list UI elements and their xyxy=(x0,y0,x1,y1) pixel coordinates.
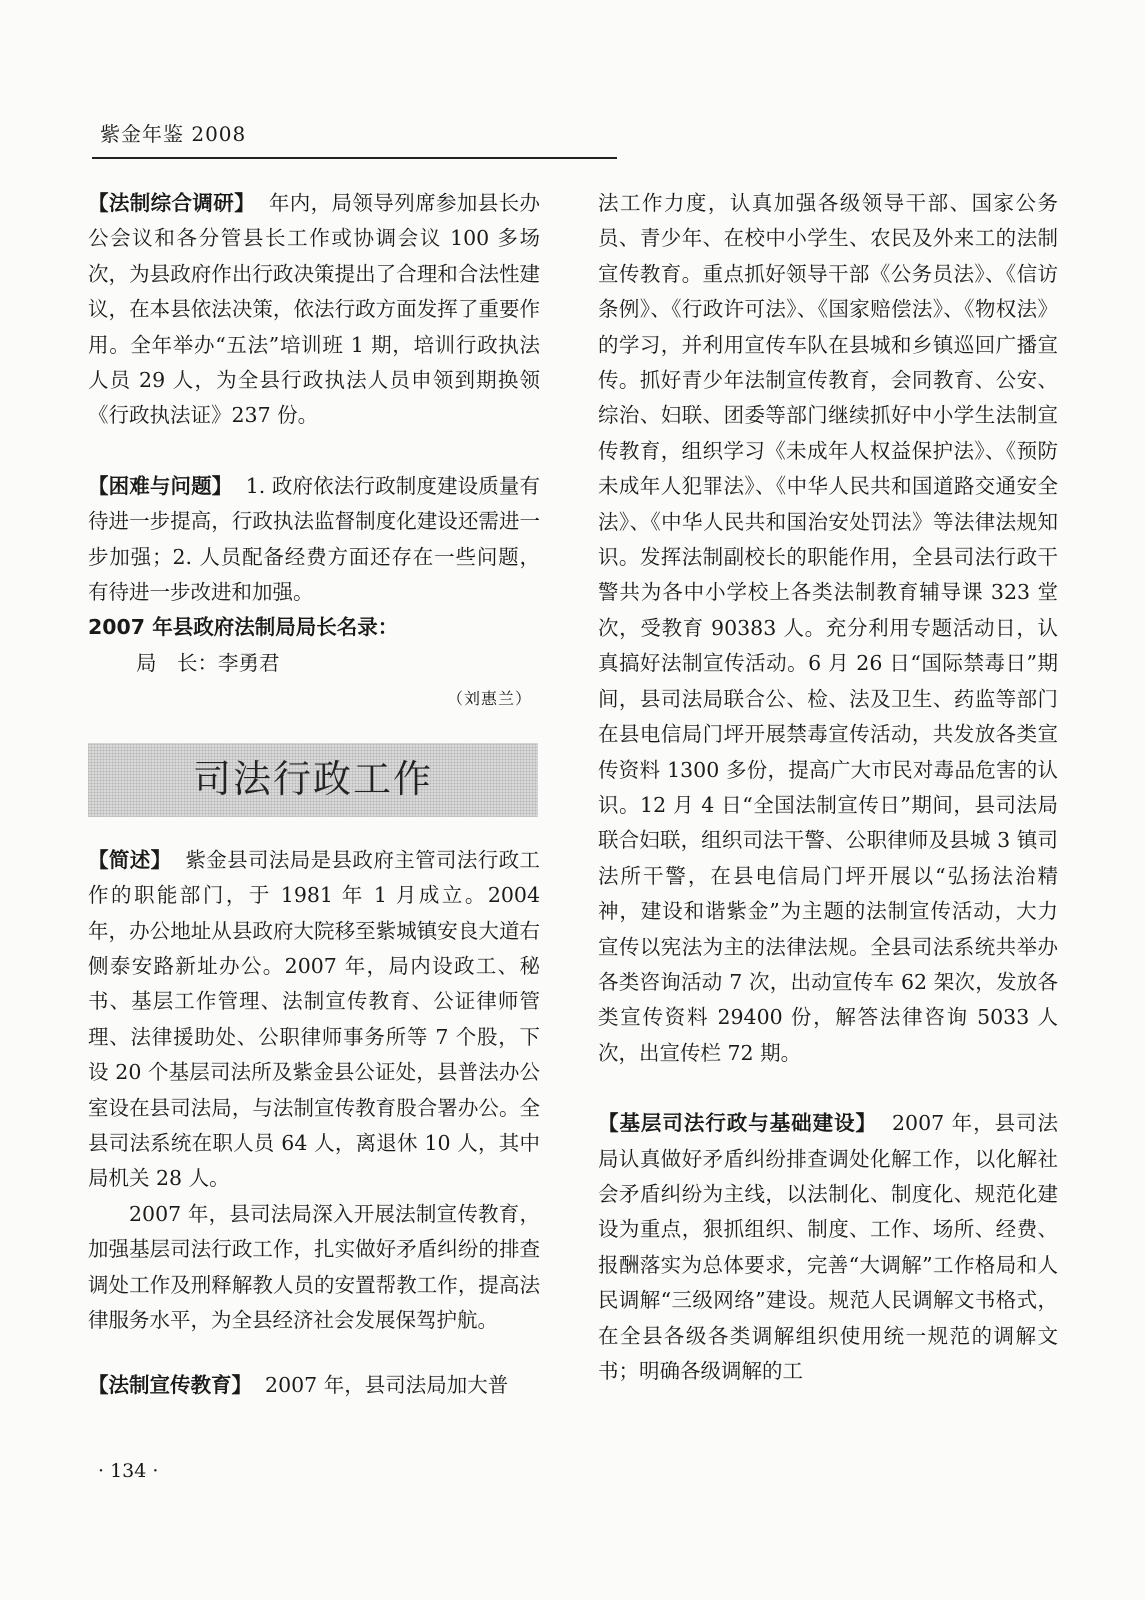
right-column xyxy=(598,186,1058,1389)
paragraph-grassroots xyxy=(598,1106,1058,1389)
header-rule xyxy=(92,157,617,159)
paragraph-publicity xyxy=(88,1368,540,1403)
running-header: 紫金年鉴 2008 xyxy=(100,122,247,146)
text-grassroots: 2007 年，县司法局认真做好矛盾纠纷排查调处化解工作，以化解社会矛盾纠纷为主线，以法制化、制度化、规范化建设为重点，狠抓组织、制度、工作、场所、经费、报酬落实为总体要求，完善“大调解”工作格局和人民调解“三级网络”建设。规范人民调解文书格式，在全县各级各类调解组织使用统一规范的调解文书；明确各级调解的工 xyxy=(598,1111,1059,1383)
heading-overview: 【简述】 xyxy=(88,847,172,872)
heading-publicity: 【法制宣传教育】 xyxy=(88,1373,252,1398)
paragraph-summary: 2007 年，县司法局深入开展法制宣传教育，加强基层司法行政工作，扎实做好矛盾纠纷的排查调处工作及刑释解教人员的安置帮教工作，提高法律服务水平，为全县经济社会发展保驾护航。 xyxy=(88,1201,540,1332)
roster-title: 2007 年县政府法制局局长名录： xyxy=(88,615,399,640)
author-credit: （刘惠兰） xyxy=(446,689,532,709)
text-legal-research: 年内，局领导列席参加县长办公会议和各分管县长工作或协调会议 100 多场次，为县政府作出行政决策提出了合理和合法性建议，在本县依法决策，依法行政方面发挥了重要作用。全年举办“五法”培训班 1 期，培训行政执法人员 29 人，为全县行政执法人员申领到期换领《行政执法证》237 份。 xyxy=(88,191,541,428)
section-title: 司法行政工作 xyxy=(192,756,433,801)
text-publicity: 2007 年，县司法局加大普 xyxy=(265,1373,509,1398)
paragraph-publicity-continued: 法工作力度，认真加强各级领导干部、国家公务员、青少年、在校中小学生、农民及外来工的法制宣传教育。重点抓好领导干部《公务员法》、《信访条例》、《行政许可法》、《国家赔偿法》、《物权法》的学习，并利用宣传车队在县城和乡镇巡回广播宣传。抓好青少年法制宣传教育，会同教育、公安、综治、妇联、团委等部门继续抓好中小学生法制宣传教育，组织学习《未成年人权益保护法》、《预防未成年人犯罪法》、《中华人民共和国道路交通安全法》、《中华人民共和国治安处罚法》等法律法规知识。发挥法制副校长的职能作用，全县司法行政干警共为各中小学校上各类法制教育辅导课 323 堂次，受教育 90383 人。充分利用专题活动日，认真搞好法制宣传活动。6 月 26 日“国际禁毒日”期间，县司法局联合公、检、法及卫生、药监等部门在县电信局门坪开展禁毒宣传活动，共发放各类宣传资料 1300 多份，提高广大市民对毒品危害的认识。12 月 4 日“全国法制宣传日”期间，县司法局联合妇联，组织司法干警、公职律师及县城 3 镇司法所干警，在县电信局门坪开展以“弘扬法治精神，建设和谐紫金”为主题的法制宣传活动，大力宣传以宪法为主的法律法规。全县司法系统共举办各类咨询活动 7 次，出动宣传车 62 架次，发放各类宣传资料 29400 份，解答法律咨询 5033 人次，出宣传栏 72 期。 xyxy=(598,191,1058,1065)
left-column xyxy=(88,186,540,1404)
text-difficulties: 1. 政府依法行政制度建设质量有待进一步提高，行政执法监督制度化建设还需进一步加强；2. 人员配备经费方面还存在一些问题，有待进一步改进和加强。 xyxy=(88,473,540,605)
heading-difficulties: 【困难与问题】 xyxy=(88,473,233,498)
page-number: · 134 · xyxy=(98,1460,159,1482)
heading-grassroots: 【基层司法行政与基础建设】 xyxy=(598,1111,878,1136)
paragraph-legal-research xyxy=(88,186,540,434)
roster-entry: 局 长：李勇君 xyxy=(136,650,280,675)
paragraph-overview xyxy=(88,843,540,1197)
paragraph-difficulties xyxy=(88,469,540,611)
text-overview: 紫金县司法局是县政府主管司法行政工作的职能部门，于 1981 年 1 月成立。2004 年，办公地址从县政府大院移至紫城镇安良大道右侧泰安路新址办公。2007 年，局内设政工、秘书、基层工作管理、法制宣传教育、公证律师管理、法律援助处、公职律师事务所等 7 个股，下设 20 个基层司法所及紫金县公证处，县普法办公室设在县司法局，与法制宣传教育股合署办公。全县司法系统在职人员 64 人，离退休 10 人，其中局机关 28 人。 xyxy=(88,847,541,1191)
section-banner xyxy=(88,743,538,817)
heading-legal-research: 【法制综合调研】 xyxy=(88,191,256,215)
